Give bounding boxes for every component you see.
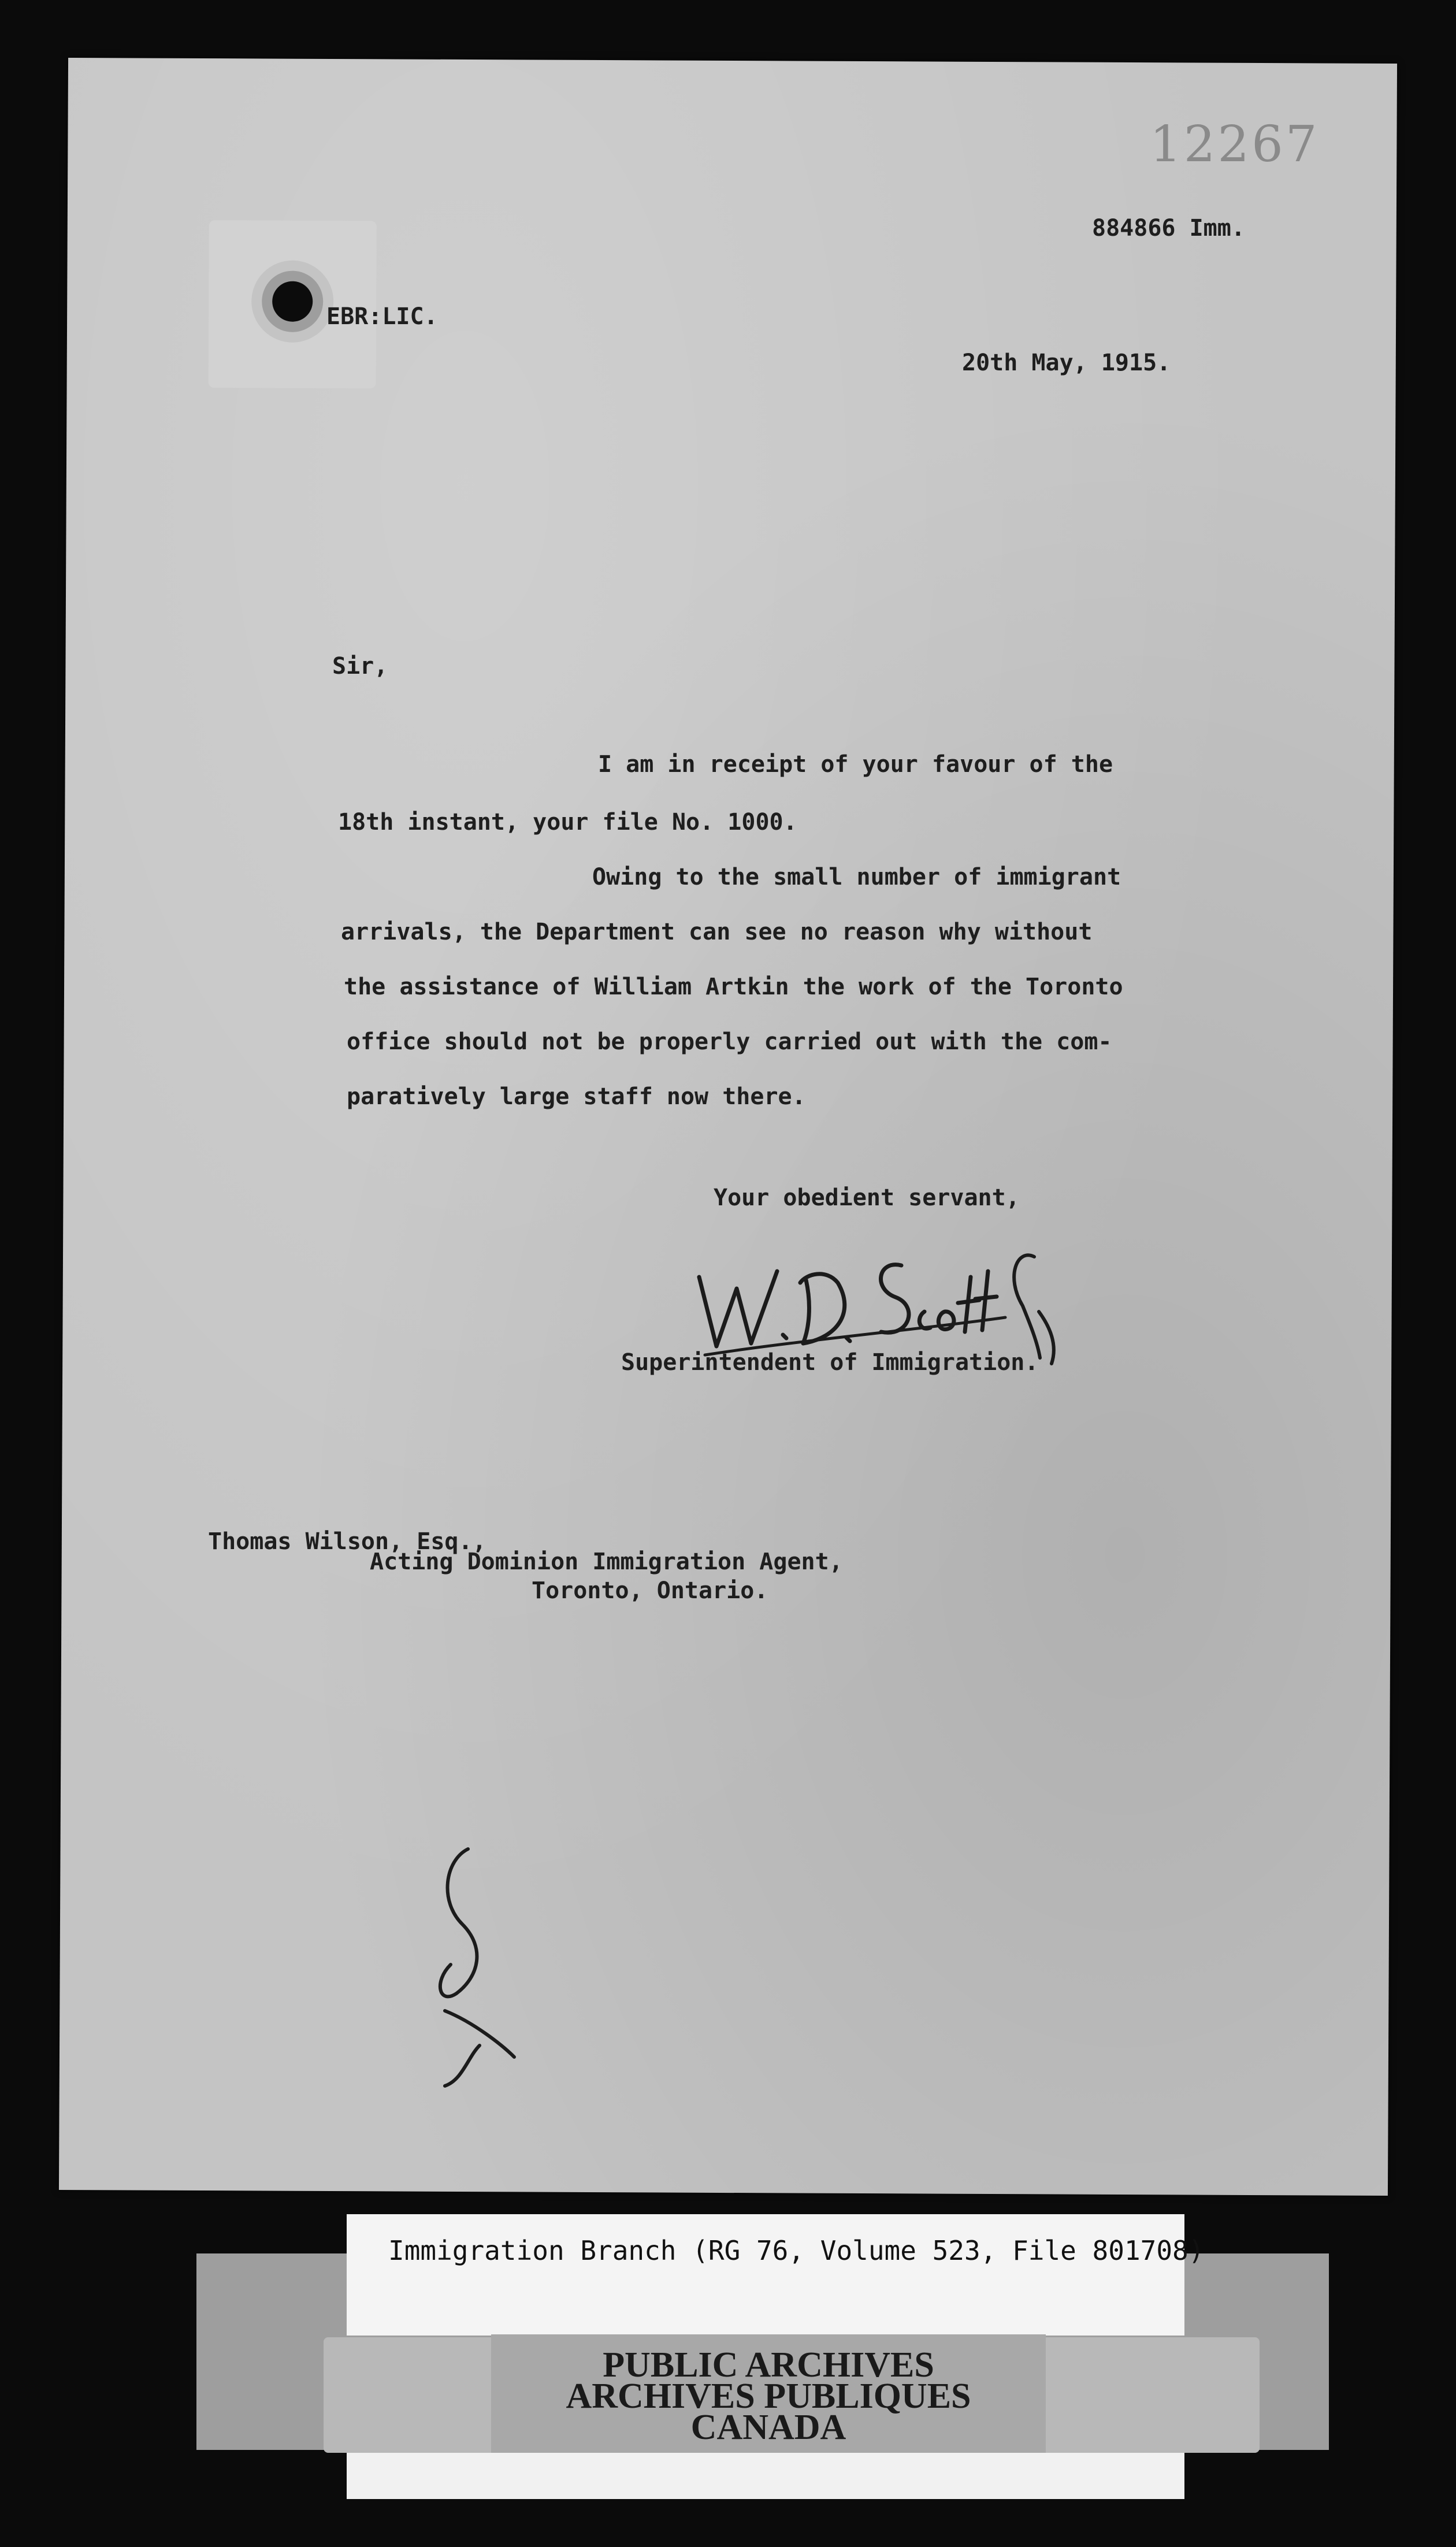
archive-number-stamp: 12267 (1150, 116, 1320, 173)
recipient-location: Toronto, Ontario. (532, 1577, 768, 1604)
closing: Your obedient servant, (714, 1185, 1020, 1211)
body-line: paratively large staff now there. (347, 1083, 806, 1110)
archive-reference: Immigration Branch (RG 76, Volume 523, File 801708) (388, 2235, 1205, 2266)
archive-stamp-line: CANADA (690, 2408, 846, 2447)
salutation: Sir, (332, 653, 388, 680)
body-line: 18th instant, your file No. 1000. (338, 809, 797, 836)
body-line: the assistance of William Artkin the work of the Toronto (344, 974, 1123, 1000)
file-number: 884866 Imm. (1092, 215, 1245, 242)
recipient-name: Thomas Wilson, Esq., (208, 1528, 486, 1555)
archive-stamp-line: PUBLIC ARCHIVES (603, 2345, 934, 2385)
body-line: arrivals, the Department can see no reason why without (341, 919, 1093, 945)
handwritten-initials-image (404, 1837, 532, 2092)
label-bottom-strip (347, 2453, 1184, 2499)
punch-hole (272, 281, 313, 322)
date: 20th May, 1915. (962, 350, 1171, 376)
recipient-title: Acting Dominion Immigration Agent, (370, 1549, 843, 1575)
archive-stamp-line: ARCHIVES PUBLIQUES (566, 2377, 971, 2416)
letter-page (59, 58, 1397, 2196)
signature-title: Superintendent of Immigration. (621, 1349, 1039, 1376)
body-line: I am in receipt of your favour of the (598, 751, 1113, 778)
body-line: office should not be properly carried out with the com- (347, 1029, 1112, 1055)
body-line: Owing to the small number of immigrant (592, 864, 1121, 890)
initials: EBR:LIC. (326, 303, 438, 330)
reference-label-strip (347, 2214, 1184, 2336)
